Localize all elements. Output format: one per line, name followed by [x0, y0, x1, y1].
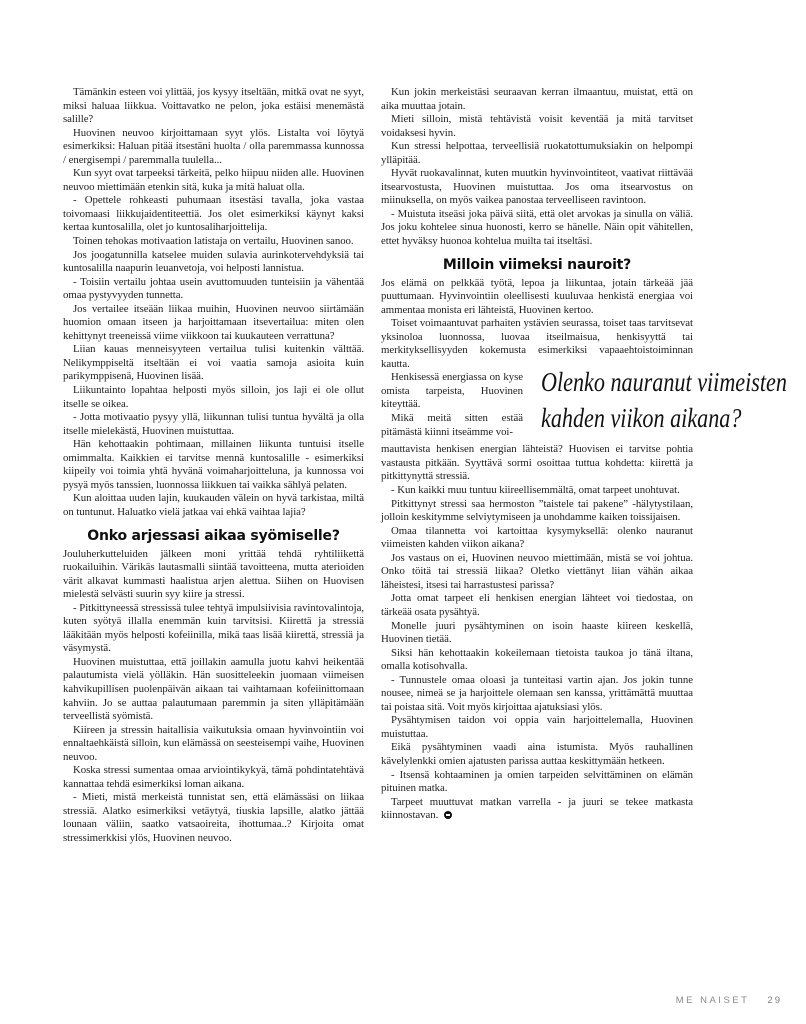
paragraph: Jos elämä on pelkkää työtä, lepoa ja liikuntaa, jotain tärkeää jää puuttumaan. Hyvinvointiin oleellisesti kuuluvaa henkistä energiaa voi ammentaa monista eri lähteistä, Huovinen kertoo.: [381, 276, 693, 316]
page-footer: [676, 995, 782, 1006]
paragraph: Siksi hän kehottaakin kokeilemaan tietoista taukoa jo tänä iltana, omalla kotisohvalla.: [381, 646, 693, 673]
paragraph: Koska stressi sumentaa omaa arviointikykyä, tämä pohdintatehtävä kannattaa tehdä esimerkiksi loman aikana.: [63, 764, 364, 790]
paragraph: Jos joogatunnilla katselee muiden sulavia aurinkotervehdyksiä tai kuntosalilla naapurin leuanvetoja, voi helposti lannistua.: [63, 248, 364, 275]
paragraph: Tämänkin esteen voi ylittää, jos kysyy itseltään, mitkä ovat ne syyt, miksi haluaa liikkua. Voittavatko ne pelon, joka estäisi menemästä salille?: [63, 86, 364, 126]
left-column: [63, 86, 364, 846]
paragraph: Toiset voimaantuvat parhaiten ystävien seurassa, toiset taas tarvitsevat yksinoloa luonnossa, luovaa itseilmaisua, henkisyyttä tai merkityksellisyyden kokemusta esimerkiksi vapaaehtoistoiminnan kautta.: [381, 317, 693, 370]
paragraph: Hyvät ruokavalinnat, kuten muutkin hyvinvointiteot, vaativat riittävää itsearvostusta, Huovinen muistuttaa. Jos oma itsearvostus on miinuksella, on myös vaikea panostaa terveelliseen ravintoon.: [381, 167, 693, 207]
paragraph: Kun syyt ovat tarpeeksi tärkeitä, pelko hiipuu niiden alle. Huovinen neuvoo miettimään etenkin sitä, kuka ja mitä haluat olla.: [63, 167, 364, 193]
page-number: 29: [767, 995, 782, 1006]
pull-quote-region: [381, 367, 787, 443]
paragraph: mauttavista henkisen energian lähteistä? Huovisen ei tarvitse pohtia vastausta pitkään. Syyttävä sormi osoittaa tuttua kohdetta: kiirettä ja pitkittynyttä stressiä.: [381, 443, 693, 483]
paragraph: Huovinen muistuttaa, että joillakin aamulla juotu kahvi heikentää palautumista vielä yölläkin. Hän suositteleekin juomaan viimeisen kahvikupillisen puolenpäivän aikaan tai vaihtamaan kofeiinittomaan kahviin. Jo se auttaa palautumaan paremmin ja siten ylläpitämään terveellistä syömistä.: [63, 655, 364, 723]
paragraph: - Pitkittyneessä stressissä tulee tehtyä impulsiivisia ravintovalintoja, kuten syötyä illalla enemmän kuin tarvitsisi. Kiirettä ja stressiä lääkitään myös helposti kofeiinilla, mikä taas lisää kiirettä, stressiä ja väsymystä.: [63, 601, 364, 655]
paragraph: - Opettele rohkeasti puhumaan itsestäsi tavalla, joka vastaa toivomaasi liikkujaidentiteettiä. Jos olet esimerkiksi käynyt kaksi kertaa kuntosalilla, olet jo kuntosaliharjoittelija.: [63, 194, 364, 234]
pull-quote: [541, 364, 787, 436]
paragraph: Liikuntainto lopahtaa helposti myös silloin, jos laji ei ole ollut itselle se oikea.: [63, 384, 364, 410]
paragraph: Hän kehottaakin pohtimaan, millainen liikunta tuntuisi itselle omimmalta. Kaikkien ei tarvitse mennä kuntosalille - esimerkiksi kiipeily voi toimia yhtä hyvänä voimaharjoitteluna, ja kunnossa voi pysyä myös tanssien, luonnossa liikkuen tai vaikka sählyä pelaten.: [63, 438, 364, 491]
paragraph: Toinen tehokas motivaation latistaja on vertailu, Huovinen sanoo.: [73, 235, 354, 248]
paragraph: Liian kauas menneisyyteen vertailua tulisi kuitenkin välttää. Nelikymppiseltä itseltään ei voi vaatia samoja asioita kuin parikymppisenä, Huovinen lisää.: [63, 343, 364, 383]
magazine-name: ME NAISET: [675, 995, 750, 1006]
paragraph: - Jotta motivaatio pysyy yllä, liikunnan tulisi tuntua hyvältä ja olla itselle mielekästä, Huovinen muistuttaa.: [63, 411, 364, 437]
right-column: [381, 86, 787, 823]
paragraph: Kiireen ja stressin haitallisia vaikutuksia omaan hyvinvointiin voi ennaltaehkäistä silloin, kun elämässä on seesteisempi vaihe, Huovinen neuvoo.: [63, 723, 364, 763]
paragraph: Eikä pysähtyminen vaadi aina istumista. Myös rauhallinen kävelylenkki omien ajatusten parissa auttaa keskittymään hetkeen.: [381, 741, 693, 767]
paragraph: Pitkittynyt stressi saa hermoston ”taistele tai pakene” -hälytystilaan, jolloin keskitymme selviytymiseen ja unohdamme kaiken toissijaisen.: [381, 497, 693, 524]
paragraph: Huovinen neuvoo kirjoittamaan syyt ylös. Listalta voi löytyä esimerkiksi: Haluan pitää itsestäni huolta / olla paremmassa kunnossa / energisempi / paremmalla tuulella...: [63, 126, 364, 166]
paragraph: - Muistuta itseäsi joka päivä siitä, että olet arvokas ja sinulla on väliä. Jos joku kohtelee sinua huonosti, kerro se hänelle. Näin opit vähitellen, ettet hyväksy huonoa kohtelua muilta tai itseltäsi.: [381, 207, 693, 248]
paragraph: Mikä meitä sitten estää pitämästä kiinni itseämme voi-: [381, 412, 523, 438]
paragraph: Henkisessä energiassa on kyse omista tarpeista, Huovinen kiteyttää.: [381, 371, 523, 411]
paragraph: Jos vertailee itseään liikaa muihin, Huovinen neuvoo siirtämään huomion omaan itseen ja harjoittamaan itsevertailua: miten olen kehittynyt treeneissä viime viikkoon tai kuukauteen verrattuna?: [63, 302, 364, 342]
paragraph: - Tunnustele omaa oloasi ja tunteitasi vartin ajan. Jos jokin tunne nousee, nimeä se ja harjoittele olemaan sen kanssa, yrittämättä muuttaa tai poistaa sitä. Voit myös kirjoittaa ajatuksiasi ylös.: [381, 673, 693, 713]
end-of-article-icon: [444, 811, 452, 819]
paragraph: Monelle juuri pysähtyminen on isoin haaste kiireen keskellä, Huovinen tietää.: [381, 619, 693, 646]
paragraph: Pysähtymisen taidon voi oppia vain harjoittelemalla, Huovinen muistuttaa.: [381, 714, 693, 740]
paragraph: Jos vastaus on ei, Huovinen neuvoo miettimään, mistä se voi johtua. Onko töitä tai stressiä liikaa? Oletko viettänyt liian vähän aikaa läheistesi, itsesi tai harrastustesi parissa?: [381, 551, 693, 591]
paragraph: Kun aloittaa uuden lajin, kuukauden välein on hyvä tarkistaa, miltä on tuntunut. Haluatko vielä jatkaa vai ehkä vaihtaa lajia?: [63, 492, 364, 518]
paragraph: - Toisiin vertailu johtaa usein avuttomuuden tunteisiin ja vähentää omaa pystyvyyden tunnetta.: [63, 275, 364, 302]
paragraph: Kun jokin merkeistäsi seuraavan kerran ilmaantuu, muistat, että on aika muuttaa jotain.: [381, 86, 693, 112]
paragraph: Mieti silloin, mistä tehtävistä voisit keventää ja mitä tarvitset voidaksesi hyvin.: [381, 113, 693, 139]
paragraph: - Mieti, mistä merkeistä tunnistat sen, että elämässäsi on liikaa stressiä. Alatko esimerkiksi vetäytyä, tiuskia lapsille, alatko jättää lounaan väliin, saatko vatsaoireita, ihottumaa..? Kirjoita omat stressimerkkisi ylös, Huovinen neuvoo.: [63, 791, 364, 844]
paragraph: Jotta omat tarpeet eli henkisen energian lähteet voi tiedostaa, on tärkeää osata pysähtyä.: [381, 592, 693, 618]
paragraph: Jouluherkutteluiden jälkeen moni yrittää tehdä ryhtiliikettä ruokailuihin. Värikäs lautasmalli siintää tavoitteena, mutta aterioiden värit alkavat kummasti haalistua arjen alettua. Siihen on Huovisen mielestä selvästi suurin syy kiire ja stressi.: [63, 547, 364, 601]
paragraph: Kun stressi helpottaa, terveellisiä ruokatottumuksiakin on helpompi ylläpitää.: [381, 140, 693, 166]
paragraph: - Itsensä kohtaaminen ja omien tarpeiden selvittäminen on elämän pituinen matka.: [381, 768, 693, 795]
paragraph-last: [381, 796, 693, 823]
section-heading-laughter: Milloin viimeksi nauroit?: [442, 256, 632, 273]
last-paragraph-text: Tarpeet muuttuvat matkan varrella - ja juuri se tekee matkasta kiinnostavan.: [381, 795, 693, 822]
narrow-text-block: [381, 371, 523, 439]
paragraph: Omaa tilannetta voi kartoittaa kysymyksellä: olenko nauranut viimeisten kahden viikon aikana?: [381, 524, 693, 551]
paragraph: - Kun kaikki muu tuntuu kiireellisemmältä, omat tarpeet unohtuvat.: [391, 484, 680, 497]
pull-quote-line-1: Olenko nauranut viimeisten: [541, 367, 787, 398]
pull-quote-line-2: kahden viikon aikana?: [541, 403, 742, 434]
section-heading-eating: Onko arjessasi aikaa syömiselle?: [87, 527, 340, 544]
